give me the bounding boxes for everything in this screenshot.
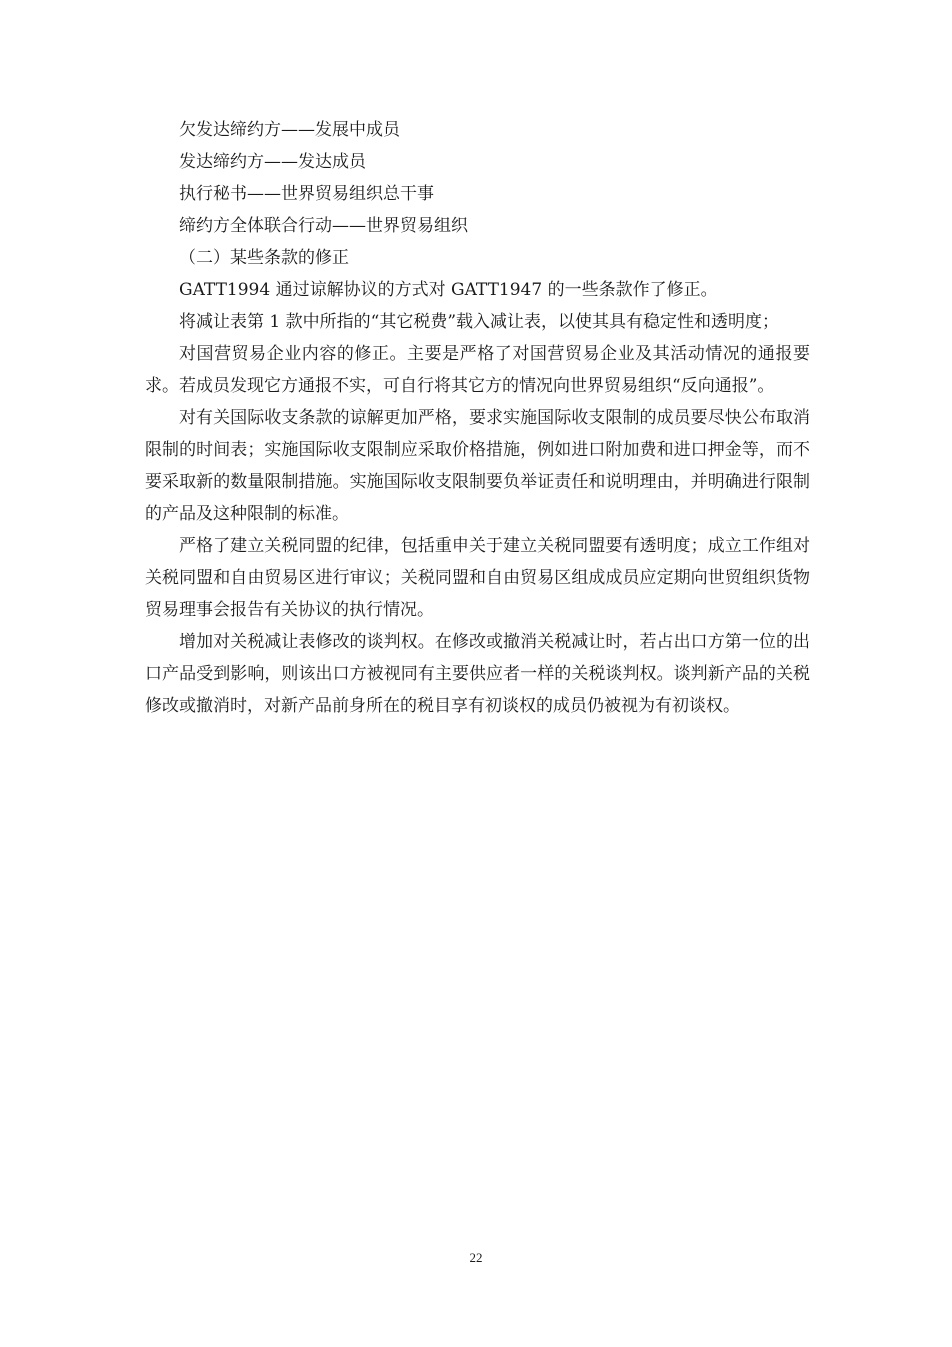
text-line-3: 执行秘书——世界贸易组织总干事 xyxy=(179,184,434,204)
paragraph-3: 对有关国际收支条款的谅解更加严格，要求实施国际收支限制的成员要尽快公布取消限制的时间表；实施国际收支限制应采取价格措施，例如进口附加费和进口押金等，而不要采取新的数量限制措施。实施国际收支限制要负举证责任和说明理由，并明确进行限制的产品及这种限制的标准。 xyxy=(145,408,810,524)
paragraph-5: 增加对关税减让表修改的谈判权。在修改或撤消关税减让时，若占出口方第一位的出口产品受到影响，则该出口方被视同有主要供应者一样的关税谈判权。谈判新产品的关税修改或撤消时，对新产品前身所在的税目享有初谈权的成员仍被视为有初谈权。 xyxy=(145,632,810,716)
page-body xyxy=(145,114,810,722)
text-line-2: 发达缔约方——发达成员 xyxy=(179,152,366,172)
text-line-4: 缔约方全体联合行动——世界贸易组织 xyxy=(179,216,468,236)
text-line-1: 欠发达缔约方——发展中成员 xyxy=(179,120,400,140)
paragraph-2: 对国营贸易企业内容的修正。主要是严格了对国营贸易企业及其活动情况的通报要求。若成员发现它方通报不实，可自行将其它方的情况向世界贸易组织“反向通报”。 xyxy=(145,344,810,396)
page-number: 22 xyxy=(469,1250,483,1265)
paragraph-4: 严格了建立关税同盟的纪律，包括重申关于建立关税同盟要有透明度；成立工作组对关税同盟和自由贸易区进行审议；关税同盟和自由贸易区组成成员应定期向世贸组织货物贸易理事会报告有关协议的执行情况。 xyxy=(145,536,810,620)
paragraph-1: 将减让表第 1 款中所指的“其它税费”载入减让表，以使其具有稳定性和透明度； xyxy=(179,312,780,332)
section-heading: （二）某些条款的修正 xyxy=(179,248,349,268)
text-line-6: GATT1994 通过谅解协议的方式对 GATT1947 的一些条款作了修正。 xyxy=(179,280,718,300)
